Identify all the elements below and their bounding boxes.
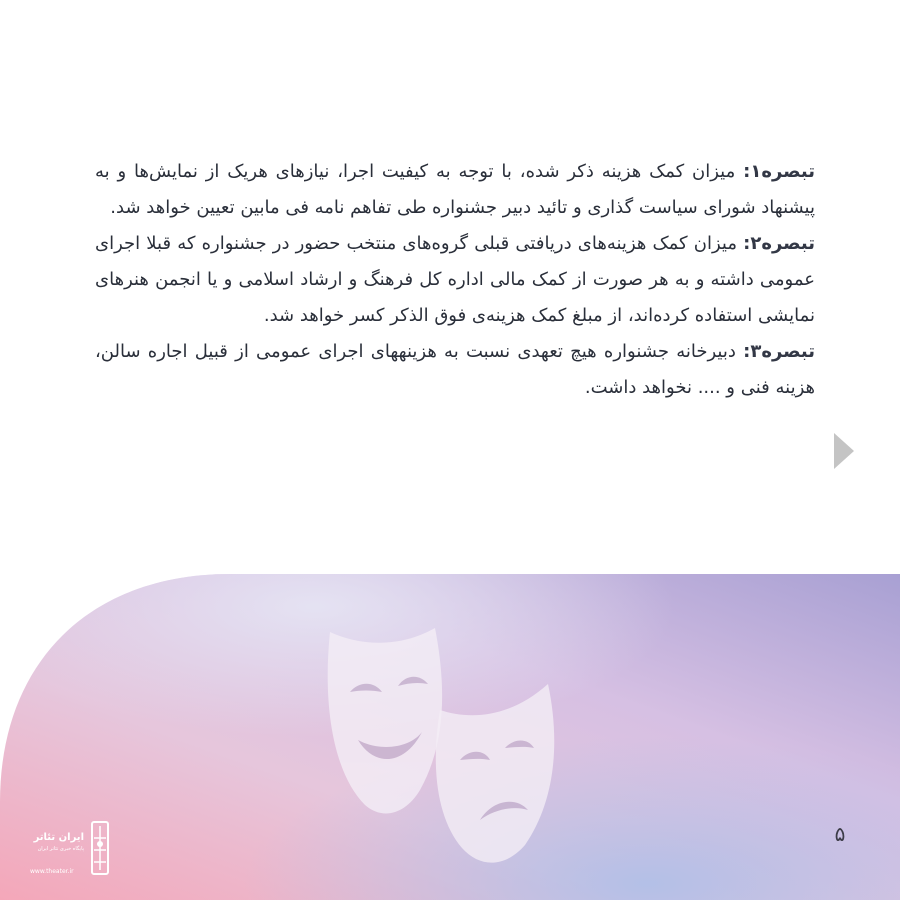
note-label: تبصره۳: — [743, 341, 815, 362]
next-arrow-icon[interactable] — [832, 431, 856, 471]
logo-subtitle: پایگاه خبری تئاتر ایران — [37, 846, 84, 852]
note-text: میزان کمک هزینه ذکر شده، با توجه به کیفیت اجرا، نیازهای هریک از نمایش‌ها و به پیشنهاد شورای سیاست گذاری و تائید دبیر جشنواره طی تفاهم نامه فی مابین تعیین خواهد شد. — [95, 161, 815, 218]
site-logo[interactable] — [28, 818, 120, 880]
comedy-mask — [328, 628, 442, 813]
note-label: تبصره۱: — [743, 161, 815, 182]
page-number: ۵ — [834, 822, 846, 846]
note-text: میزان کمک هزینه‌های دریافتی قبلی گروه‌های منتخب حضور در جشنواره که قبلا اجرای عمومی داشته و به هر صورت از کمک مالی اداره کل فرهنگ و ارشاد اسلامی و یا انجمن هنرهای نمایشی استفاده کرده‌اند، از مبلغ کمک هزینه‌ی فوق الذکر کسر خواهد شد. — [95, 233, 815, 326]
logo-url: www.theater.ir — [30, 868, 74, 875]
note-3 — [95, 334, 815, 406]
tragedy-mask — [436, 684, 554, 863]
note-text: دبیرخانه جشنواره هیچ تعهدی نسبت به هزینههای اجرای عمومی از قبیل اجاره سالن، هزینه فنی و .... نخواهد داشت. — [95, 341, 815, 398]
notes-text — [95, 154, 815, 406]
note-2 — [95, 226, 815, 334]
logo-name: ایران تئاتر — [33, 832, 84, 843]
theater-masks-icon — [320, 620, 570, 870]
note-1 — [95, 154, 815, 226]
note-label: تبصره۲: — [743, 233, 815, 254]
